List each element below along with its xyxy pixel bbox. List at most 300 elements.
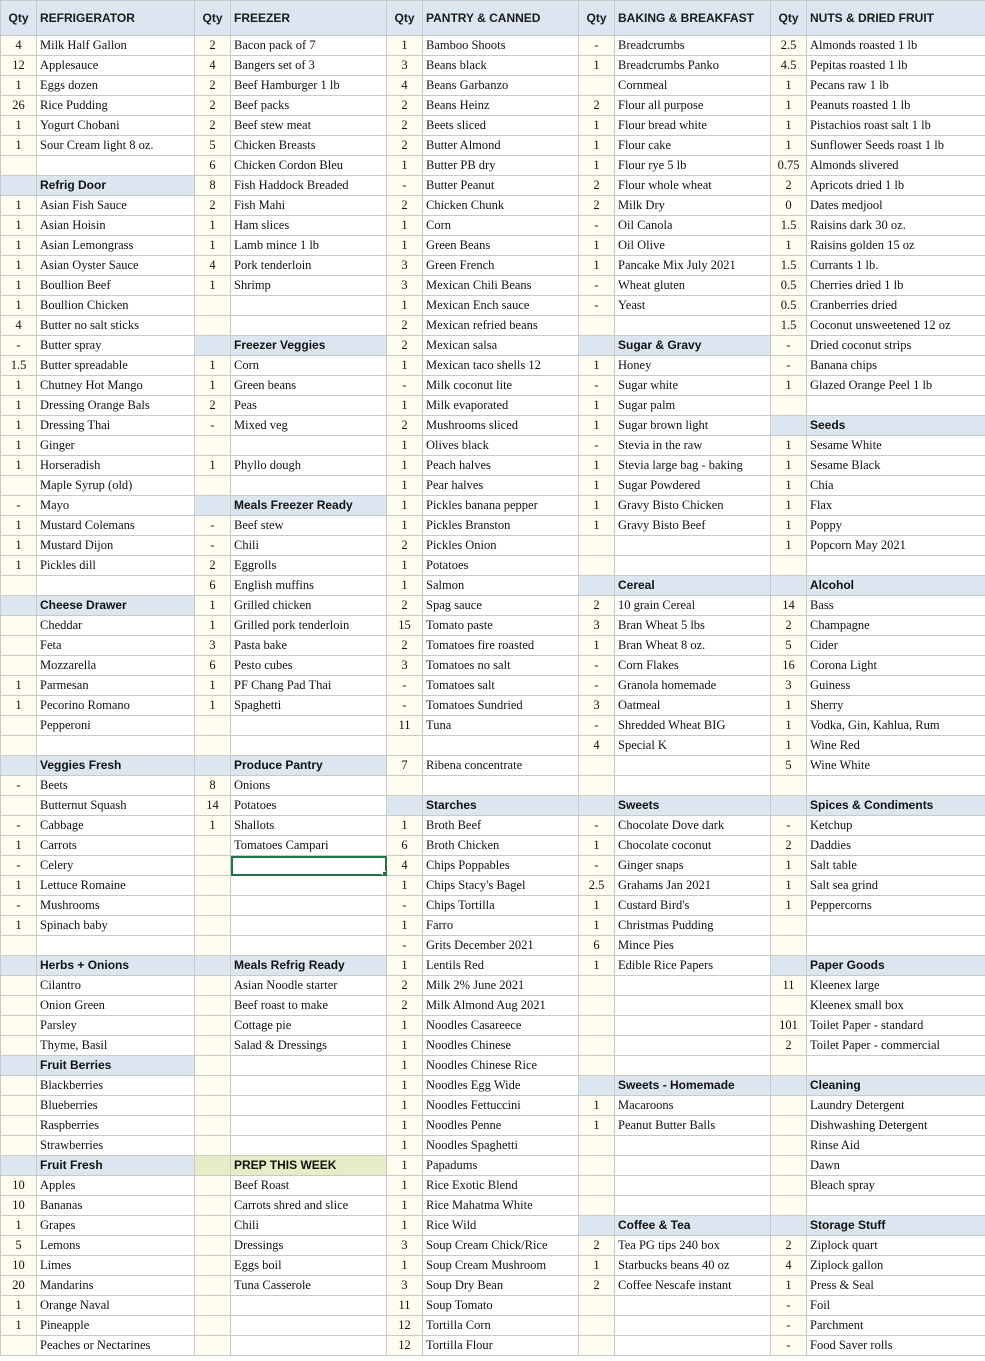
item-cell[interactable]: Butter Peanut — [423, 176, 579, 196]
qty-cell[interactable]: - — [579, 36, 615, 56]
item-cell[interactable]: Tomatoes no salt — [423, 656, 579, 676]
item-cell[interactable]: Noodles Casareece — [423, 1016, 579, 1036]
item-cell[interactable] — [231, 436, 387, 456]
item-cell[interactable]: Bangers set of 3 — [231, 56, 387, 76]
qty-cell[interactable]: 12 — [1, 56, 37, 76]
qty-cell[interactable] — [195, 1236, 231, 1256]
item-cell[interactable]: Mandarins — [37, 1276, 195, 1296]
item-cell[interactable]: Tortilla Flour — [423, 1336, 579, 1356]
qty-cell[interactable]: - — [579, 816, 615, 836]
qty-cell[interactable]: 5 — [771, 756, 807, 776]
qty-cell[interactable]: 1 — [579, 1096, 615, 1116]
qty-cell[interactable] — [195, 1016, 231, 1036]
qty-cell[interactable]: 3 — [579, 696, 615, 716]
qty-cell[interactable]: 1 — [771, 436, 807, 456]
item-cell[interactable]: Maple Syrup (old) — [37, 476, 195, 496]
qty-cell[interactable] — [579, 1036, 615, 1056]
item-cell[interactable]: Blackberries — [37, 1076, 195, 1096]
qty-cell[interactable]: - — [579, 856, 615, 876]
item-cell[interactable]: Noodles Penne — [423, 1116, 579, 1136]
qty-cell[interactable]: 2 — [387, 196, 423, 216]
qty-cell[interactable] — [195, 956, 231, 976]
item-cell[interactable] — [231, 1056, 387, 1076]
item-cell[interactable] — [615, 1296, 771, 1316]
item-cell[interactable]: Mayo — [37, 496, 195, 516]
item-cell[interactable]: Ziplock gallon — [807, 1256, 985, 1276]
qty-cell[interactable]: 1 — [195, 676, 231, 696]
qty-cell[interactable]: 1 — [387, 1216, 423, 1236]
item-cell[interactable]: Beef roast to make — [231, 996, 387, 1016]
item-cell[interactable]: Tomatoes Sundried — [423, 696, 579, 716]
qty-cell[interactable]: - — [387, 696, 423, 716]
qty-cell[interactable] — [1, 1116, 37, 1136]
item-cell[interactable] — [231, 876, 387, 896]
section-header[interactable]: Alcohol — [807, 576, 985, 596]
qty-cell[interactable] — [771, 576, 807, 596]
header-nuts-dried-fruit[interactable]: NUTS & DRIED FRUIT — [807, 1, 985, 36]
qty-cell[interactable]: 2 — [579, 96, 615, 116]
qty-cell[interactable]: 1 — [579, 516, 615, 536]
qty-cell[interactable] — [771, 1076, 807, 1096]
item-cell[interactable]: Pancake Mix July 2021 — [615, 256, 771, 276]
qty-cell[interactable]: 2 — [771, 176, 807, 196]
qty-cell[interactable] — [1, 976, 37, 996]
qty-cell[interactable]: 1 — [1, 216, 37, 236]
item-cell[interactable]: Honey — [615, 356, 771, 376]
item-cell[interactable]: Cherries dried 1 lb — [807, 276, 985, 296]
item-cell[interactable]: Green beans — [231, 376, 387, 396]
qty-cell[interactable]: 14 — [771, 596, 807, 616]
qty-cell[interactable] — [771, 1196, 807, 1216]
qty-cell[interactable]: 1 — [195, 236, 231, 256]
qty-cell[interactable]: 2 — [771, 836, 807, 856]
item-cell[interactable]: Chips Stacy's Bagel — [423, 876, 579, 896]
item-cell[interactable]: Chips Tortilla — [423, 896, 579, 916]
item-cell[interactable]: Food Saver rolls — [807, 1336, 985, 1356]
item-cell[interactable]: Milk evaporated — [423, 396, 579, 416]
item-cell[interactable]: Celery — [37, 856, 195, 876]
qty-cell[interactable] — [195, 1196, 231, 1216]
qty-cell[interactable] — [195, 436, 231, 456]
item-cell[interactable]: Noodles Fettuccini — [423, 1096, 579, 1116]
qty-cell[interactable] — [1, 156, 37, 176]
qty-cell[interactable]: 15 — [387, 616, 423, 636]
item-cell[interactable]: Chips Poppables — [423, 856, 579, 876]
item-cell[interactable]: Spinach baby — [37, 916, 195, 936]
qty-cell[interactable] — [579, 76, 615, 96]
item-cell[interactable]: Flour bread white — [615, 116, 771, 136]
qty-cell[interactable]: - — [771, 1296, 807, 1316]
qty-cell[interactable]: 1 — [1, 556, 37, 576]
item-cell[interactable]: Mexican taco shells 12 — [423, 356, 579, 376]
qty-cell[interactable] — [1, 1016, 37, 1036]
item-cell[interactable]: Rice Exotic Blend — [423, 1176, 579, 1196]
item-cell[interactable]: Mexican Ench sauce — [423, 296, 579, 316]
qty-cell[interactable] — [579, 1316, 615, 1336]
qty-cell[interactable]: 0.5 — [771, 276, 807, 296]
item-cell[interactable]: Peaches or Nectarines — [37, 1336, 195, 1356]
qty-cell[interactable]: 1 — [195, 596, 231, 616]
item-cell[interactable]: Beans black — [423, 56, 579, 76]
qty-cell[interactable]: 20 — [1, 1276, 37, 1296]
item-cell[interactable]: Butter spray — [37, 336, 195, 356]
item-cell[interactable] — [615, 536, 771, 556]
qty-cell[interactable]: 1 — [1, 276, 37, 296]
qty-cell[interactable] — [195, 1136, 231, 1156]
item-cell[interactable]: Beef packs — [231, 96, 387, 116]
section-header[interactable]: Meals Refrig Ready — [231, 956, 387, 976]
item-cell[interactable] — [807, 1056, 985, 1076]
item-cell[interactable] — [231, 736, 387, 756]
item-cell[interactable]: Noodles Spaghetti — [423, 1136, 579, 1156]
qty-cell[interactable] — [195, 1076, 231, 1096]
qty-cell[interactable] — [1, 996, 37, 1016]
qty-cell[interactable] — [1, 736, 37, 756]
item-cell[interactable]: Guiness — [807, 676, 985, 696]
item-cell[interactable] — [615, 316, 771, 336]
section-header[interactable]: Cleaning — [807, 1076, 985, 1096]
qty-cell[interactable] — [771, 1216, 807, 1236]
qty-cell[interactable] — [1, 176, 37, 196]
qty-cell[interactable]: 4 — [1, 316, 37, 336]
item-cell[interactable]: Asian Lemongrass — [37, 236, 195, 256]
qty-cell[interactable]: 3 — [387, 656, 423, 676]
item-cell[interactable]: Mustard Colemans — [37, 516, 195, 536]
section-header[interactable]: Cereal — [615, 576, 771, 596]
item-cell[interactable] — [615, 1196, 771, 1216]
qty-cell[interactable]: 1 — [579, 1116, 615, 1136]
item-cell[interactable]: Wine White — [807, 756, 985, 776]
item-cell[interactable]: Peanuts roasted 1 lb — [807, 96, 985, 116]
item-cell[interactable]: Stevia in the raw — [615, 436, 771, 456]
item-cell[interactable]: Coconut unsweetened 12 oz — [807, 316, 985, 336]
item-cell[interactable] — [615, 756, 771, 776]
section-header[interactable]: Seeds — [807, 416, 985, 436]
item-cell[interactable]: Cottage pie — [231, 1016, 387, 1036]
qty-cell[interactable]: 1 — [195, 276, 231, 296]
fill-handle[interactable] — [382, 871, 387, 876]
qty-cell[interactable]: 1 — [195, 376, 231, 396]
item-cell[interactable] — [807, 556, 985, 576]
qty-cell[interactable]: 101 — [771, 1016, 807, 1036]
item-cell[interactable]: Pepitas roasted 1 lb — [807, 56, 985, 76]
item-cell[interactable]: Tomato paste — [423, 616, 579, 636]
item-cell[interactable]: Stevia large bag - baking — [615, 456, 771, 476]
qty-cell[interactable]: 1 — [579, 256, 615, 276]
qty-cell[interactable]: 1 — [579, 56, 615, 76]
section-header[interactable]: Paper Goods — [807, 956, 985, 976]
item-cell[interactable]: Tortilla Corn — [423, 1316, 579, 1336]
qty-cell[interactable]: 0.75 — [771, 156, 807, 176]
item-cell[interactable]: Mozzarella — [37, 656, 195, 676]
qty-cell[interactable] — [195, 1256, 231, 1276]
qty-cell[interactable]: 1 — [771, 376, 807, 396]
item-cell[interactable]: Shallots — [231, 816, 387, 836]
qty-cell[interactable]: 3 — [387, 276, 423, 296]
qty-cell[interactable] — [1, 796, 37, 816]
item-cell[interactable]: Dressings — [231, 1236, 387, 1256]
qty-cell[interactable]: - — [1, 336, 37, 356]
item-cell[interactable] — [231, 296, 387, 316]
qty-cell[interactable]: - — [387, 896, 423, 916]
qty-cell[interactable]: 1 — [387, 1156, 423, 1176]
item-cell[interactable]: Kleenex large — [807, 976, 985, 996]
item-cell[interactable]: Thyme, Basil — [37, 1036, 195, 1056]
item-cell[interactable]: Chicken Chunk — [423, 196, 579, 216]
qty-cell[interactable]: 2 — [195, 556, 231, 576]
item-cell[interactable]: Milk 2% June 2021 — [423, 976, 579, 996]
item-cell[interactable]: Flour cake — [615, 136, 771, 156]
item-cell[interactable]: Granola homemade — [615, 676, 771, 696]
qty-cell[interactable]: 10 — [1, 1176, 37, 1196]
qty-cell[interactable]: 1 — [387, 36, 423, 56]
item-cell[interactable]: Peanut Butter Balls — [615, 1116, 771, 1136]
qty-cell[interactable] — [579, 1216, 615, 1236]
qty-cell[interactable] — [579, 756, 615, 776]
qty-cell[interactable]: 1 — [771, 856, 807, 876]
qty-cell[interactable]: - — [195, 516, 231, 536]
qty-cell[interactable] — [579, 1176, 615, 1196]
item-cell[interactable]: Sesame Black — [807, 456, 985, 476]
item-cell[interactable]: Beets — [37, 776, 195, 796]
item-cell[interactable]: Asian Oyster Sauce — [37, 256, 195, 276]
item-cell[interactable]: Asian Noodle starter — [231, 976, 387, 996]
item-cell[interactable]: Cabbage — [37, 816, 195, 836]
item-cell[interactable]: Raisins golden 15 oz — [807, 236, 985, 256]
qty-cell[interactable]: - — [579, 436, 615, 456]
qty-cell[interactable] — [195, 836, 231, 856]
item-cell[interactable]: Ginger — [37, 436, 195, 456]
item-cell[interactable]: Noodles Egg Wide — [423, 1076, 579, 1096]
qty-cell[interactable]: 5 — [771, 636, 807, 656]
item-cell[interactable]: Cranberries dried — [807, 296, 985, 316]
item-cell[interactable] — [807, 1196, 985, 1216]
item-cell[interactable]: Grahams Jan 2021 — [615, 876, 771, 896]
qty-cell[interactable]: 1 — [1, 676, 37, 696]
qty-cell[interactable]: - — [579, 676, 615, 696]
qty-cell[interactable]: 1 — [387, 216, 423, 236]
item-cell[interactable]: Yeast — [615, 296, 771, 316]
item-cell[interactable]: Foil — [807, 1296, 985, 1316]
section-header[interactable]: Sweets - Homemade — [615, 1076, 771, 1096]
qty-cell[interactable]: - — [1, 776, 37, 796]
item-cell[interactable]: Potatoes — [423, 556, 579, 576]
item-cell[interactable] — [231, 716, 387, 736]
section-header[interactable]: Refrig Door — [37, 176, 195, 196]
qty-cell[interactable]: 2 — [387, 996, 423, 1016]
qty-cell[interactable]: - — [771, 356, 807, 376]
qty-cell[interactable]: 1 — [579, 1256, 615, 1276]
qty-cell[interactable]: - — [1, 896, 37, 916]
qty-cell[interactable] — [195, 1216, 231, 1236]
qty-cell[interactable]: 10 — [1, 1196, 37, 1216]
qty-cell[interactable] — [771, 396, 807, 416]
item-cell[interactable]: Cider — [807, 636, 985, 656]
item-cell[interactable]: Shredded Wheat BIG — [615, 716, 771, 736]
item-cell[interactable]: Grits December 2021 — [423, 936, 579, 956]
qty-cell[interactable]: - — [387, 676, 423, 696]
qty-cell[interactable]: - — [579, 376, 615, 396]
item-cell[interactable]: Pepperoni — [37, 716, 195, 736]
qty-cell[interactable] — [195, 976, 231, 996]
qty-cell[interactable]: 2 — [579, 196, 615, 216]
qty-cell[interactable] — [195, 316, 231, 336]
qty-cell[interactable]: - — [387, 176, 423, 196]
item-cell[interactable]: Broth Chicken — [423, 836, 579, 856]
qty-cell[interactable]: 1 — [579, 496, 615, 516]
item-cell[interactable]: Gravy Bisto Chicken — [615, 496, 771, 516]
item-cell[interactable]: Dressing Orange Bals — [37, 396, 195, 416]
item-cell[interactable]: Coffee Nescafe instant — [615, 1276, 771, 1296]
item-cell[interactable] — [615, 1336, 771, 1356]
qty-cell[interactable]: 1 — [1, 876, 37, 896]
item-cell[interactable]: Corona Light — [807, 656, 985, 676]
item-cell[interactable]: Special K — [615, 736, 771, 756]
qty-cell[interactable]: 1 — [579, 476, 615, 496]
qty-cell[interactable]: 1 — [771, 116, 807, 136]
item-cell[interactable]: Laundry Detergent — [807, 1096, 985, 1116]
section-header[interactable]: Sugar & Gravy — [615, 336, 771, 356]
qty-cell[interactable]: 2 — [195, 116, 231, 136]
item-cell[interactable] — [807, 936, 985, 956]
qty-cell[interactable]: 1 — [771, 496, 807, 516]
qty-cell[interactable] — [195, 756, 231, 776]
item-cell[interactable]: Sesame White — [807, 436, 985, 456]
item-cell[interactable]: Raspberries — [37, 1116, 195, 1136]
qty-cell[interactable]: 2 — [387, 96, 423, 116]
item-cell[interactable] — [231, 476, 387, 496]
qty-cell[interactable]: 12 — [387, 1316, 423, 1336]
qty-cell[interactable]: 3 — [387, 56, 423, 76]
item-cell[interactable]: Pecans raw 1 lb — [807, 76, 985, 96]
qty-cell[interactable]: 8 — [195, 776, 231, 796]
qty-cell[interactable]: 11 — [387, 716, 423, 736]
qty-cell[interactable]: 4 — [387, 76, 423, 96]
item-cell[interactable]: Mushrooms — [37, 896, 195, 916]
qty-cell[interactable]: - — [579, 216, 615, 236]
item-cell[interactable]: Beans Garbanzo — [423, 76, 579, 96]
qty-cell[interactable]: 1 — [1, 456, 37, 476]
item-cell[interactable]: Milk Dry — [615, 196, 771, 216]
item-cell[interactable]: Dressing Thai — [37, 416, 195, 436]
qty-cell[interactable]: 12 — [387, 1336, 423, 1356]
item-cell[interactable]: Ziplock quart — [807, 1236, 985, 1256]
item-cell[interactable] — [423, 776, 579, 796]
item-cell[interactable] — [615, 976, 771, 996]
qty-cell[interactable] — [387, 776, 423, 796]
qty-cell[interactable] — [579, 776, 615, 796]
item-cell[interactable]: Salt table — [807, 856, 985, 876]
qty-cell[interactable]: 1 — [387, 1176, 423, 1196]
item-cell[interactable]: Butter spreadable — [37, 356, 195, 376]
item-cell[interactable]: Fish Mahi — [231, 196, 387, 216]
qty-cell[interactable] — [195, 1176, 231, 1196]
qty-cell[interactable]: 10 — [1, 1256, 37, 1276]
item-cell[interactable]: Pineapple — [37, 1316, 195, 1336]
qty-cell[interactable]: 1 — [387, 1076, 423, 1096]
item-cell[interactable] — [231, 1076, 387, 1096]
item-cell[interactable] — [615, 1176, 771, 1196]
item-cell[interactable] — [615, 556, 771, 576]
qty-cell[interactable]: 1 — [1, 376, 37, 396]
item-cell[interactable]: Corn Flakes — [615, 656, 771, 676]
qty-cell[interactable]: 2 — [387, 596, 423, 616]
qty-cell[interactable] — [1, 1036, 37, 1056]
item-cell[interactable]: Shrimp — [231, 276, 387, 296]
qty-cell[interactable] — [579, 796, 615, 816]
item-cell[interactable]: Rice Mahatma White — [423, 1196, 579, 1216]
item-cell[interactable]: Currants 1 lb. — [807, 256, 985, 276]
qty-cell[interactable] — [771, 1096, 807, 1116]
item-cell[interactable]: Fish Haddock Breaded — [231, 176, 387, 196]
item-cell[interactable] — [807, 776, 985, 796]
qty-cell[interactable] — [579, 1296, 615, 1316]
qty-cell[interactable]: 2 — [771, 616, 807, 636]
item-cell[interactable]: Pistachios roast salt 1 lb — [807, 116, 985, 136]
qty-cell[interactable]: 6 — [195, 156, 231, 176]
item-cell[interactable]: Almonds slivered — [807, 156, 985, 176]
qty-cell[interactable]: 1 — [387, 816, 423, 836]
qty-cell[interactable] — [195, 1156, 231, 1176]
qty-cell[interactable] — [387, 796, 423, 816]
qty-cell[interactable] — [771, 916, 807, 936]
qty-cell[interactable]: 11 — [771, 976, 807, 996]
section-header[interactable]: Coffee & Tea — [615, 1216, 771, 1236]
item-cell[interactable]: Flax — [807, 496, 985, 516]
qty-cell[interactable]: 1 — [387, 876, 423, 896]
qty-cell[interactable] — [195, 996, 231, 1016]
qty-cell[interactable] — [771, 996, 807, 1016]
item-cell[interactable] — [231, 1116, 387, 1136]
item-cell[interactable]: Farro — [423, 916, 579, 936]
qty-cell[interactable]: 1 — [1, 76, 37, 96]
item-cell[interactable]: Mixed veg — [231, 416, 387, 436]
item-cell[interactable]: Lentils Red — [423, 956, 579, 976]
item-cell[interactable]: Butter Almond — [423, 136, 579, 156]
qty-cell[interactable]: - — [771, 1316, 807, 1336]
item-cell[interactable]: Flour all purpose — [615, 96, 771, 116]
header-refrigerator[interactable]: REFRIGERATOR — [37, 1, 195, 36]
qty-cell[interactable] — [1, 1076, 37, 1096]
qty-cell[interactable]: - — [579, 296, 615, 316]
qty-cell[interactable]: 2.5 — [579, 876, 615, 896]
section-header[interactable]: Fruit Berries — [37, 1056, 195, 1076]
item-cell[interactable]: Beets sliced — [423, 116, 579, 136]
qty-cell[interactable]: 2 — [771, 1236, 807, 1256]
qty-cell[interactable] — [579, 576, 615, 596]
item-cell[interactable]: Oil Olive — [615, 236, 771, 256]
item-cell[interactable]: Grilled chicken — [231, 596, 387, 616]
qty-cell[interactable]: 4 — [195, 256, 231, 276]
qty-cell[interactable]: 1 — [387, 1056, 423, 1076]
item-cell[interactable]: Sugar white — [615, 376, 771, 396]
qty-cell[interactable]: 1 — [1, 436, 37, 456]
item-cell[interactable]: Strawberries — [37, 1136, 195, 1156]
item-cell[interactable] — [807, 916, 985, 936]
item-cell[interactable]: Salmon — [423, 576, 579, 596]
item-cell[interactable]: Apricots dried 1 lb — [807, 176, 985, 196]
item-cell[interactable]: Pickles Branston — [423, 516, 579, 536]
qty-cell[interactable] — [1, 756, 37, 776]
qty-cell[interactable] — [1, 1096, 37, 1116]
qty-cell[interactable]: 0.5 — [771, 296, 807, 316]
qty-cell[interactable]: 1 — [579, 136, 615, 156]
item-cell[interactable]: Feta — [37, 636, 195, 656]
qty-cell[interactable] — [1, 476, 37, 496]
qty-cell[interactable]: 1 — [771, 136, 807, 156]
item-cell[interactable]: Carrots shred and slice — [231, 1196, 387, 1216]
qty-cell[interactable] — [195, 1296, 231, 1316]
